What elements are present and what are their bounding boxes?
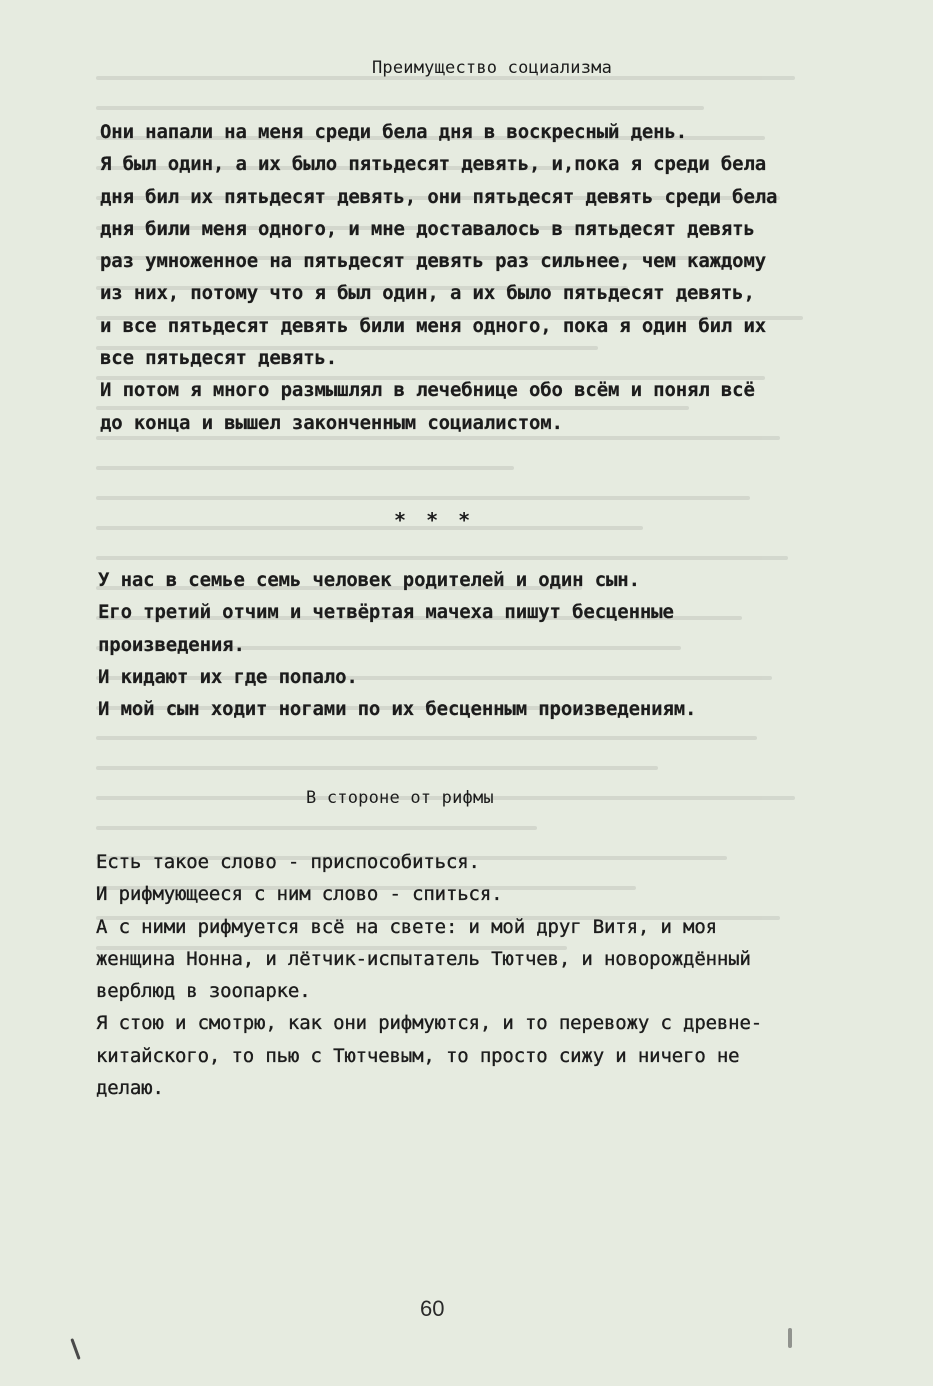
poem3-line: А с ними рифмуется всё на свете: и мой друг Витя, и моя bbox=[96, 915, 717, 938]
poem2-line: И кидают их где попало. bbox=[98, 665, 358, 688]
page-number: 60 bbox=[420, 1296, 445, 1321]
section-separator: * * * bbox=[394, 508, 475, 532]
poem2-line: Его третий отчим и четвёртая мачеха пишут бесценные bbox=[98, 601, 674, 624]
poem3-body bbox=[96, 846, 876, 1104]
poem3-line: женщина Нонна, и лётчик-испытатель Тютчев, и новорождённый bbox=[96, 947, 751, 970]
poem2-body bbox=[98, 564, 878, 725]
poem1-line: дня бил их пятьдесят девять, они пятьдесят девять среди бела bbox=[100, 185, 778, 208]
poem1-line: до конца и вышел законченным социалистом. bbox=[100, 411, 563, 434]
poem3-line: Я стою и смотрю, как они рифмуются, и то перевожу с древне- bbox=[96, 1012, 763, 1035]
poem1-title: Преимущество социализма bbox=[372, 58, 613, 78]
poem1-line: и все пятьдесят девять били меня одного, пока я один бил их bbox=[100, 314, 767, 337]
poem2-line: произведения. bbox=[98, 633, 245, 656]
poem2-line: И мой сын ходит ногами по их бесценным произведениям. bbox=[98, 698, 697, 721]
poem1-body bbox=[100, 116, 880, 439]
poem1-line: Я был один, а их было пятьдесят девять, и,пока я среди бела bbox=[100, 153, 767, 176]
paper-scratch-mark bbox=[70, 1338, 80, 1360]
poem1-line: из них, потому что я был один, а их было пятьдесят девять, bbox=[100, 282, 755, 305]
poem1-line: все пятьдесят девять. bbox=[100, 347, 338, 370]
poem3-line: верблюд в зоопарке. bbox=[96, 980, 311, 1003]
poem3-line: китайского, то пью с Тютчевым, то просто сижу и ничего не bbox=[96, 1044, 740, 1067]
poem3-title: В стороне от рифмы bbox=[306, 788, 494, 808]
poem1-line: И потом я много размышлял в лечебнице обо всём и понял всё bbox=[100, 379, 755, 402]
poem1-line: раз умноженное на пятьдесят девять раз сильнее, чем каждому bbox=[100, 250, 767, 273]
poem2-line: У нас в семье семь человек родителей и один сын. bbox=[98, 569, 640, 591]
poem1-line: Они напали на меня среди бела дня в воскресный день. bbox=[100, 121, 688, 143]
poem3-line: делаю. bbox=[96, 1077, 164, 1100]
poem3-line: Есть такое слово - приспособиться. bbox=[96, 851, 480, 873]
poem1-line: дня били меня одного, и мне доставалось в пятьдесят девять bbox=[100, 217, 755, 240]
paper-scratch-mark bbox=[788, 1328, 792, 1348]
poem3-line: И рифмующееся с ним слово - спиться. bbox=[96, 883, 503, 906]
